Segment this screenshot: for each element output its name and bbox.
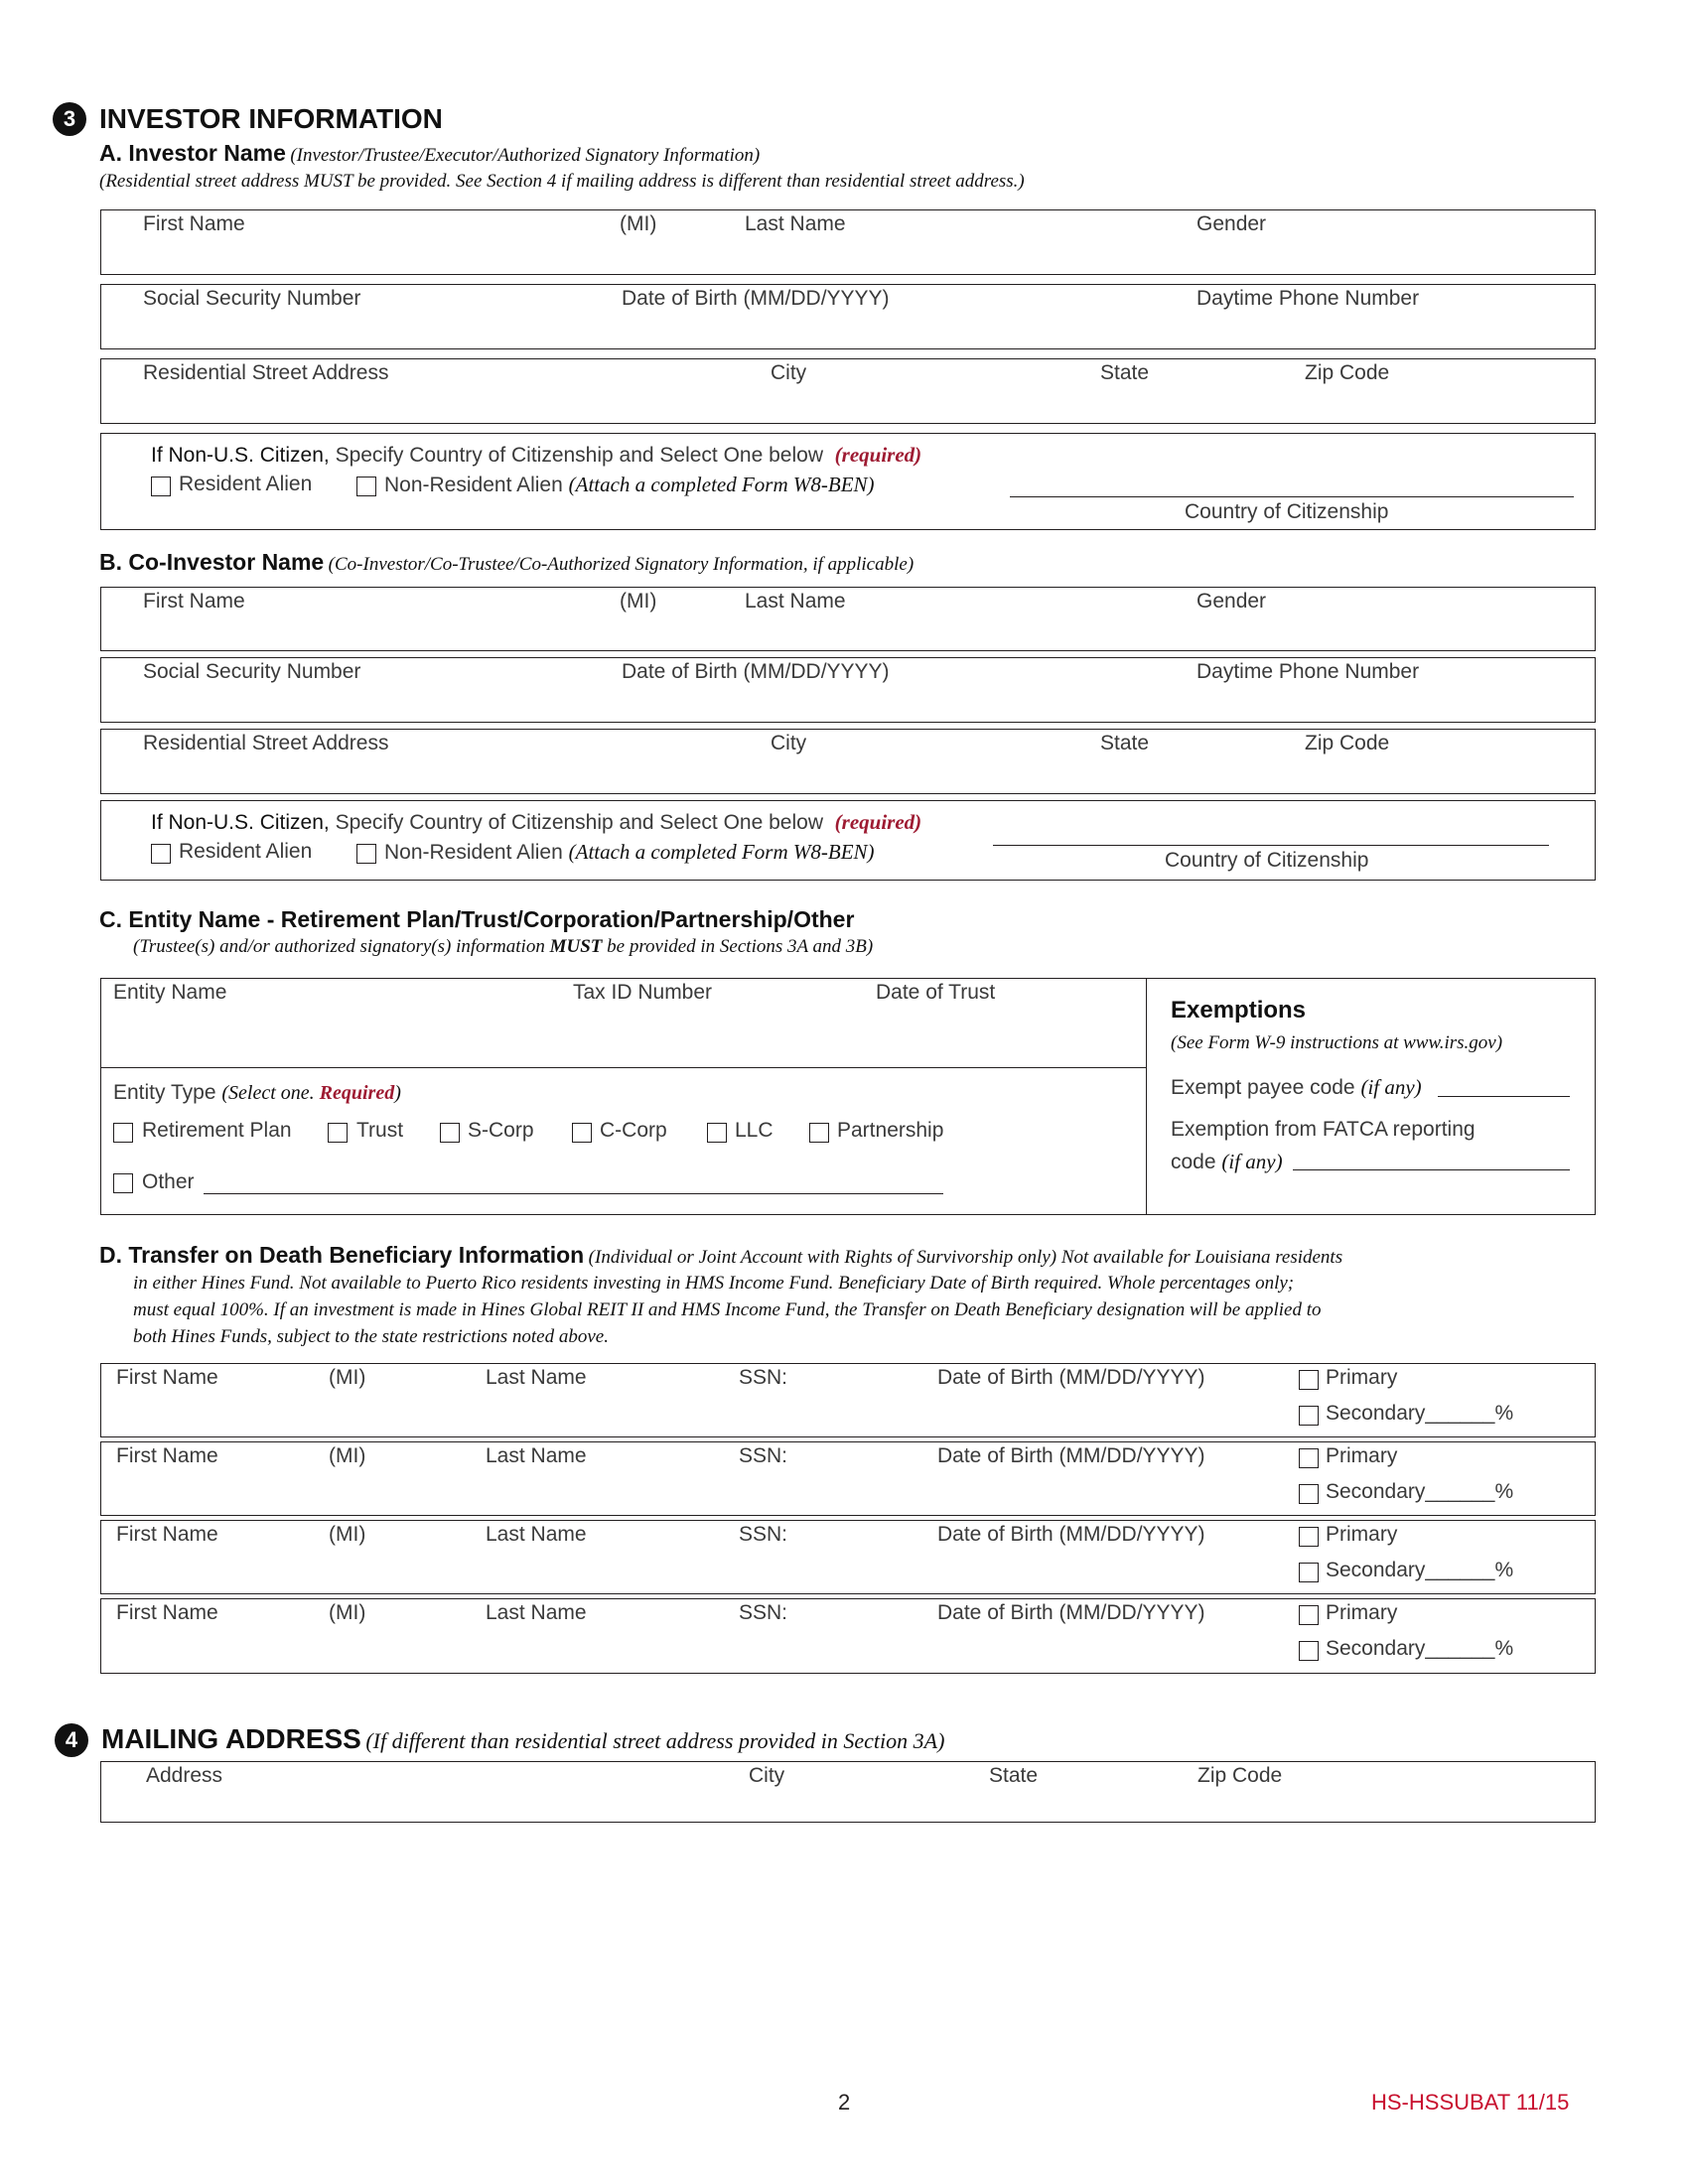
entity-llc-checkbox[interactable] <box>707 1123 727 1143</box>
section-3c-note-must: MUST <box>549 936 603 957</box>
investor-phone-label: Daytime Phone Number <box>1196 287 1420 310</box>
coinvestor-non-resident-alien-checkbox[interactable] <box>356 844 376 864</box>
section-4-badge: 4 <box>55 1723 88 1757</box>
coinvestor-non-resident-alien-text <box>384 840 875 865</box>
entity-s-corp-checkbox[interactable] <box>440 1123 460 1143</box>
exemptions-note: (See Form W-9 instructions at www.irs.gov) <box>1171 1032 1503 1053</box>
section-3c-title: C. Entity Name - Retirement Plan/Trust/Corporation/Partnership/Other <box>99 906 855 932</box>
beneficiary-secondary-label: Secondary______% <box>1326 1559 1514 1581</box>
section-3d-para-line3: must equal 100%. If an investment is made in Hines Global REIT II and HMS Income Fund, the Transfer on Death Beneficiary designation will be applied to <box>133 1299 1322 1320</box>
coinvestor-citizenship-text <box>151 810 921 835</box>
coinvestor-address-label: Residential Street Address <box>143 732 389 754</box>
beneficiary-dob-label: Date of Birth (MM/DD/YYYY) <box>937 1444 1205 1467</box>
coinvestor-state-label: State <box>1100 732 1150 754</box>
section-3b-title: B. Co-Investor Name <box>99 549 325 575</box>
investor-mi-label: (MI) <box>620 212 657 235</box>
beneficiary-first-name-label: First Name <box>116 1366 218 1389</box>
exempt-payee-if-any: (if any) <box>1360 1075 1422 1099</box>
beneficiary-dob-label: Date of Birth (MM/DD/YYYY) <box>937 1601 1205 1624</box>
entity-trust-checkbox[interactable] <box>328 1123 348 1143</box>
entity-name-field[interactable] <box>109 1008 1137 1061</box>
investor-address-label: Residential Street Address <box>143 361 389 384</box>
coinvestor-mi-label: (MI) <box>620 590 657 613</box>
entity-other-line[interactable] <box>204 1193 943 1194</box>
form-code: HS-HSSUBAT 11/15 <box>1371 2090 1570 2115</box>
investor-resident-alien-label: Resident Alien <box>179 473 313 495</box>
entity-name-label: Entity Name <box>113 981 227 1004</box>
section-3-title: INVESTOR INFORMATION <box>99 103 443 134</box>
section-3d-para-line4: both Hines Funds, subject to the state restrictions noted above. <box>133 1326 609 1347</box>
section-3b-heading-note: (Co-Investor/Co-Trustee/Co-Authorized Signatory Information, if applicable) <box>328 554 914 575</box>
investor-name-row[interactable] <box>100 209 1596 275</box>
entity-date-of-trust-label: Date of Trust <box>876 981 996 1004</box>
beneficiary-first-name-label: First Name <box>116 1601 218 1624</box>
beneficiary-secondary-checkbox[interactable] <box>1299 1406 1319 1426</box>
coinvestor-zip-label: Zip Code <box>1305 732 1390 754</box>
beneficiary-mi-label: (MI) <box>329 1444 366 1467</box>
section-3b-heading <box>99 549 914 576</box>
beneficiary-ssn-label: SSN: <box>739 1444 788 1467</box>
exempt-payee-line[interactable] <box>1438 1096 1570 1097</box>
entity-tax-id-label: Tax ID Number <box>573 981 713 1004</box>
beneficiary-primary-checkbox[interactable] <box>1299 1448 1319 1468</box>
fatca-line[interactable] <box>1293 1169 1570 1170</box>
entity-vertical-divider <box>1146 978 1147 1215</box>
fatca-label-line1: Exemption from FATCA reporting <box>1171 1118 1476 1141</box>
coinvestor-citizenship-bold: If Non-U.S. Citizen, <box>151 811 330 834</box>
fatca-if-any: (if any) <box>1221 1150 1283 1173</box>
entity-partnership-label: Partnership <box>837 1119 944 1142</box>
coinvestor-resident-alien-label: Resident Alien <box>179 840 313 863</box>
section-3d-title: D. Transfer on Death Beneficiary Information <box>99 1242 585 1268</box>
section-3c-note-pre: (Trustee(s) and/or authorized signatory(s) information <box>133 936 550 957</box>
coinvestor-country-line[interactable] <box>993 845 1549 846</box>
coinvestor-city-label: City <box>771 732 807 754</box>
section-3c-note-post: be provided in Sections 3A and 3B) <box>602 936 874 957</box>
beneficiary-last-name-label: Last Name <box>486 1601 587 1624</box>
beneficiary-first-name-label: First Name <box>116 1444 218 1467</box>
coinvestor-citizenship-required: (required) <box>834 810 922 834</box>
page-number: 2 <box>838 2090 851 2115</box>
beneficiary-mi-label: (MI) <box>329 1601 366 1624</box>
investor-citizenship-text <box>151 443 921 468</box>
beneficiary-ssn-label: SSN: <box>739 1523 788 1546</box>
mailing-city-label: City <box>749 1764 785 1787</box>
coinvestor-last-name-label: Last Name <box>745 590 846 613</box>
mailing-state-label: State <box>989 1764 1039 1787</box>
beneficiary-secondary-checkbox[interactable] <box>1299 1641 1319 1661</box>
beneficiary-mi-label: (MI) <box>329 1366 366 1389</box>
section-3-badge: 3 <box>53 102 86 136</box>
beneficiary-last-name-label: Last Name <box>486 1523 587 1546</box>
coinvestor-non-resident-alien-label: Non-Resident Alien <box>384 841 563 864</box>
investor-gender-label: Gender <box>1196 212 1267 235</box>
section-3d-heading <box>99 1242 1342 1269</box>
investor-country-line[interactable] <box>1010 496 1574 497</box>
beneficiary-primary-label: Primary <box>1326 1366 1398 1389</box>
entity-type-label <box>113 1081 401 1105</box>
mailing-address-label: Address <box>146 1764 223 1787</box>
entity-partnership-checkbox[interactable] <box>809 1123 829 1143</box>
entity-other-checkbox[interactable] <box>113 1173 133 1193</box>
coinvestor-name-row[interactable] <box>100 587 1596 651</box>
beneficiary-ssn-label: SSN: <box>739 1366 788 1389</box>
entity-retirement-plan-label: Retirement Plan <box>142 1119 292 1142</box>
section-3a-title: A. Investor Name <box>99 140 286 166</box>
investor-dob-label: Date of Birth (MM/DD/YYYY) <box>622 287 890 310</box>
beneficiary-primary-label: Primary <box>1326 1523 1398 1546</box>
investor-state-label: State <box>1100 361 1150 384</box>
beneficiary-last-name-label: Last Name <box>486 1366 587 1389</box>
beneficiary-first-name-label: First Name <box>116 1523 218 1546</box>
fatca-label-line2 <box>1171 1150 1283 1174</box>
beneficiary-mi-label: (MI) <box>329 1523 366 1546</box>
exemptions-title: Exemptions <box>1171 997 1307 1024</box>
beneficiary-secondary-label: Secondary______% <box>1326 1480 1514 1503</box>
section-3a-heading-note: (Investor/Trustee/Executor/Authorized Signatory Information) <box>290 145 761 166</box>
beneficiary-secondary-checkbox[interactable] <box>1299 1563 1319 1582</box>
entity-type-select-one: (Select one. <box>221 1082 320 1104</box>
investor-resident-alien-checkbox[interactable] <box>151 477 171 496</box>
coinvestor-country-label: Country of Citizenship <box>1165 849 1369 872</box>
beneficiary-ssn-label: SSN: <box>739 1601 788 1624</box>
entity-trust-label: Trust <box>356 1119 404 1142</box>
beneficiary-secondary-label: Secondary______% <box>1326 1637 1514 1660</box>
investor-citizenship-required: (required) <box>834 443 922 467</box>
mailing-address-row[interactable] <box>100 1761 1596 1823</box>
investor-citizenship-bold: If Non-U.S. Citizen, <box>151 444 330 467</box>
entity-type-close-paren: ) <box>394 1082 401 1104</box>
beneficiary-primary-checkbox[interactable] <box>1299 1605 1319 1625</box>
investor-last-name-label: Last Name <box>745 212 846 235</box>
beneficiary-last-name-label: Last Name <box>486 1444 587 1467</box>
beneficiary-dob-label: Date of Birth (MM/DD/YYYY) <box>937 1366 1205 1389</box>
entity-s-corp-label: S-Corp <box>468 1119 534 1142</box>
investor-citizenship-instruction: Specify Country of Citizenship and Select One below <box>329 444 823 467</box>
beneficiary-secondary-label: Secondary______% <box>1326 1402 1514 1425</box>
beneficiary-primary-label: Primary <box>1326 1444 1398 1467</box>
fatca-code-text: code <box>1171 1151 1222 1173</box>
coinvestor-resident-alien-checkbox[interactable] <box>151 844 171 864</box>
section-3d-para-line1: (Individual or Joint Account with Rights of Survivorship only) Not available for Louisiana residents <box>588 1247 1343 1268</box>
investor-non-resident-alien-text <box>384 473 875 497</box>
section-3a-subnote: (Residential street address MUST be provided. See Section 4 if mailing address is different than residential street address.) <box>99 171 1025 192</box>
entity-horizontal-divider <box>100 1067 1146 1068</box>
section-3c-note <box>133 936 873 958</box>
investor-city-label: City <box>771 361 807 384</box>
section-4-heading <box>101 1723 944 1755</box>
mailing-zip-label: Zip Code <box>1197 1764 1283 1787</box>
coinvestor-ssn-label: Social Security Number <box>143 660 361 683</box>
entity-c-corp-label: C-Corp <box>600 1119 667 1142</box>
entity-type-required: Required <box>319 1082 395 1104</box>
coinvestor-citizenship-instruction: Specify Country of Citizenship and Select One below <box>329 811 823 834</box>
coinvestor-w8ben-note: (Attach a completed Form W8-BEN) <box>568 840 875 864</box>
investor-zip-label: Zip Code <box>1305 361 1390 384</box>
beneficiary-secondary-checkbox[interactable] <box>1299 1484 1319 1504</box>
exempt-payee-label <box>1171 1075 1422 1100</box>
beneficiary-dob-label: Date of Birth (MM/DD/YYYY) <box>937 1523 1205 1546</box>
investor-non-resident-alien-label: Non-Resident Alien <box>384 474 563 496</box>
exempt-payee-text: Exempt payee code <box>1171 1076 1361 1099</box>
section-4-note: (If different than residential street address provided in Section 3A) <box>365 1728 945 1753</box>
entity-retirement-plan-checkbox[interactable] <box>113 1123 133 1143</box>
beneficiary-primary-checkbox[interactable] <box>1299 1370 1319 1390</box>
section-3a-heading <box>99 140 760 167</box>
entity-c-corp-checkbox[interactable] <box>572 1123 592 1143</box>
investor-country-label: Country of Citizenship <box>1185 500 1389 523</box>
entity-type-text: Entity Type <box>113 1081 216 1104</box>
section-4-title: MAILING ADDRESS <box>101 1723 361 1754</box>
coinvestor-phone-label: Daytime Phone Number <box>1196 660 1420 683</box>
entity-other-label: Other <box>142 1170 195 1193</box>
beneficiary-primary-checkbox[interactable] <box>1299 1527 1319 1547</box>
investor-ssn-label: Social Security Number <box>143 287 361 310</box>
entity-llc-label: LLC <box>735 1119 774 1142</box>
investor-w8ben-note: (Attach a completed Form W8-BEN) <box>568 473 875 496</box>
investor-non-resident-alien-checkbox[interactable] <box>356 477 376 496</box>
section-3d-para-line2: in either Hines Fund. Not available to Puerto Rico residents investing in HMS Income Fund. Beneficiary Date of Birth required. Whole percentages only; <box>133 1273 1295 1294</box>
investor-first-name-label: First Name <box>143 212 245 235</box>
coinvestor-dob-label: Date of Birth (MM/DD/YYYY) <box>622 660 890 683</box>
coinvestor-first-name-label: First Name <box>143 590 245 613</box>
coinvestor-gender-label: Gender <box>1196 590 1267 613</box>
beneficiary-primary-label: Primary <box>1326 1601 1398 1624</box>
